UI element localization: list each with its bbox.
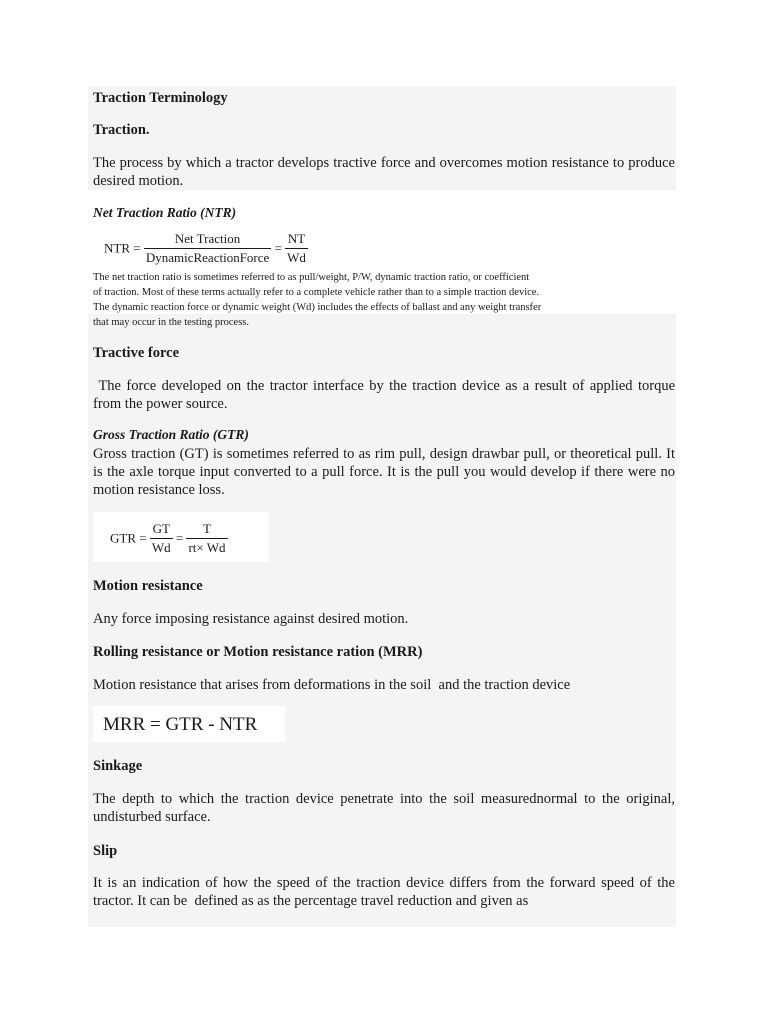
- slip-body: It is an indication of how the speed of the traction device differs from the forward speed of the tractor. It can be defined as as the percentage travel reduction and given as: [93, 875, 679, 909]
- mrr-heading: Rolling resistance or Motion resistance ration (MRR): [93, 644, 423, 660]
- ntr-note-line-4: that may occur in the testing process.: [93, 317, 249, 328]
- gtr-equation: [110, 521, 228, 556]
- ntr-eq-den-1: DynamicReactionForce: [145, 250, 270, 265]
- traction-body: The process by which a tractor develops tractive force and overcomes motion resistance to produce desired motion.: [93, 155, 675, 189]
- gtr-eq-num-2: T: [186, 521, 227, 539]
- ntr-note: [93, 270, 673, 330]
- ntr-note-line-3: The dynamic reaction force or dynamic weight (Wd) includes the effects of ballast and any weight transfer: [93, 302, 542, 313]
- ntr-heading: Net Traction Ratio (NTR): [93, 205, 237, 220]
- gtr-body: Gross traction (GT) is sometimes referred to as rim pull, design drawbar pull, or theoretical pull. It is the axle torque input converted to a pull force. It is the pull you would develop if there were no motion resistance loss.: [93, 446, 675, 498]
- slip-heading: Slip: [93, 843, 118, 859]
- ntr-eq-den-2: Wd: [287, 250, 306, 265]
- gtr-eq-num-1: GT: [150, 521, 173, 539]
- ntr-eq-fraction-2: [285, 231, 308, 266]
- traction-heading: Traction.: [93, 122, 150, 138]
- ntr-eq-fraction-1: [144, 231, 271, 266]
- ntr-note-line-2: of traction. Most of these terms actually refer to a complete vehicle rather than to a simple traction device.: [93, 287, 540, 298]
- tractive-body: The force developed on the tractor interface by the traction device as a result of applied torque from the power source.: [93, 378, 679, 412]
- ntr-eq-num-1: Net Traction: [144, 231, 271, 249]
- sinkage-heading: Sinkage: [93, 758, 143, 774]
- gtr-heading: Gross Traction Ratio (GTR): [93, 427, 249, 442]
- gtr-eq-equals: =: [175, 530, 184, 546]
- gtr-eq-den-2: rt× Wd: [188, 540, 226, 555]
- gtr-eq-fraction-2: [186, 521, 227, 556]
- gtr-eq-lhs: GTR =: [110, 530, 147, 546]
- ntr-eq-lhs: NTR =: [104, 240, 141, 256]
- mrr-equation: MRR = GTR - NTR: [103, 714, 258, 735]
- ntr-note-line-1: The net traction ratio is sometimes referred to as pull/weight, P/W, dynamic traction ratio, or coefficient: [93, 272, 530, 283]
- sinkage-body: The depth to which the traction device penetrate into the soil measurednormal to the original, undisturbed surface.: [93, 791, 675, 825]
- page-title: Traction Terminology: [93, 90, 228, 106]
- tractive-heading: Tractive force: [93, 345, 180, 361]
- mrr-body: Motion resistance that arises from deformations in the soil and the traction device: [93, 677, 571, 693]
- gtr-eq-den-1: Wd: [151, 540, 171, 555]
- motion-resistance-body: Any force imposing resistance against desired motion.: [93, 611, 409, 627]
- ntr-eq-equals: =: [274, 240, 282, 256]
- ntr-equation: [104, 231, 308, 266]
- ntr-eq-num-2: NT: [285, 231, 308, 249]
- gtr-eq-fraction-1: [150, 521, 173, 556]
- motion-resistance-heading: Motion resistance: [93, 578, 203, 594]
